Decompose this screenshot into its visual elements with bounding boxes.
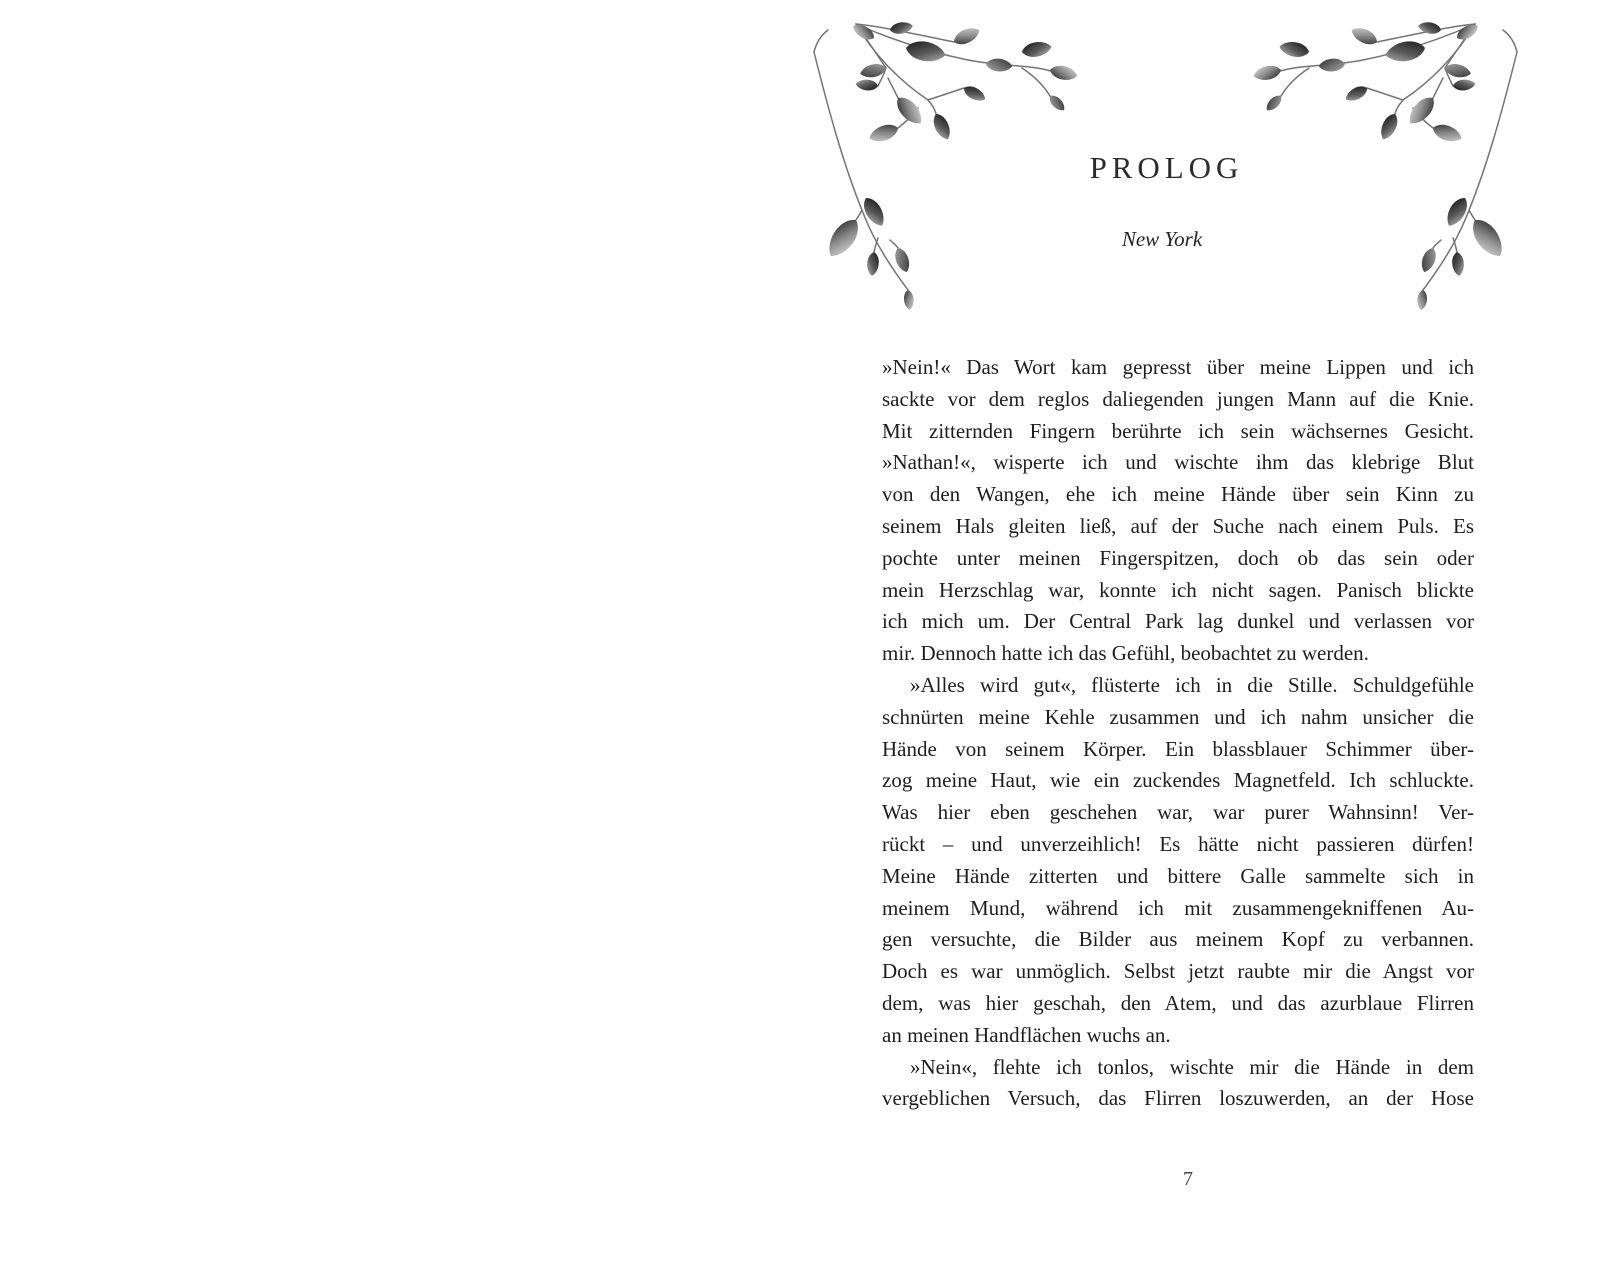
page-number: 7 (1183, 1168, 1193, 1190)
body-text-line: mein Herzschlag war, konnte ich nicht sagen. Panisch blickte (882, 577, 1474, 602)
body-text-line: an meinen Handflächen wuchs an. (882, 1022, 1171, 1047)
body-text-line: meinem Mund, während ich mit zusammengekniffenen Au- (882, 895, 1474, 920)
body-text-line: »Nathan!«, wisperte ich und wischte ihm das klebrige Blut (882, 450, 1474, 475)
body-text-line: Meine Hände zitterten und bittere Galle sammelte sich in (882, 863, 1474, 888)
body-text-line: schnürten meine Kehle zusammen und ich nahm unsicher die (882, 704, 1474, 729)
chapter-title: PROLOG (1089, 150, 1244, 185)
body-text-line: »Nein«, flehte ich tonlos, wischte mir die Hände in dem (910, 1054, 1474, 1079)
body-text-line: Mit zitternden Fingern berührte ich sein wächsernes Gesicht. (882, 418, 1474, 443)
body-text-line: vergeblichen Versuch, das Flirren loszuwerden, an der Hose (882, 1086, 1474, 1111)
body-text-line: rückt – und unverzeihlich! Es hätte nicht passieren dürfen! (882, 831, 1474, 856)
body-text-line: »Alles wird gut«, flüsterte ich in die Stille. Schuldgefühle (910, 672, 1474, 697)
body-text-line: zog meine Haut, wie ein zuckendes Magnetfeld. Ich schluckte. (882, 768, 1474, 793)
chapter-subtitle: New York (1121, 227, 1203, 251)
body-text (882, 352, 1474, 1115)
body-text-line: mir. Dennoch hatte ich das Gefühl, beobachtet zu werden. (882, 641, 1369, 666)
body-text-line: dem, was hier geschah, den Atem, und das azurblaue Flirren (882, 990, 1474, 1015)
body-text-line: Doch es war unmöglich. Selbst jetzt raubte mir die Angst vor (882, 959, 1474, 984)
leaf-branch-ornament-left-icon (778, 8, 1110, 320)
leaf-branch-ornament-right-icon (1221, 8, 1553, 320)
body-text-line: gen versuchte, die Bilder aus meinem Kopf zu verbannen. (882, 927, 1474, 952)
body-text-line: seinem Hals gleiten ließ, auf der Suche nach einem Puls. Es (882, 513, 1474, 538)
body-text-line: Was hier eben geschehen war, war purer Wahnsinn! Ver- (882, 800, 1474, 825)
body-text-line: Hände von seinem Körper. Ein blassblauer Schimmer über- (882, 736, 1474, 761)
body-text-line: pochte unter meinen Fingerspitzen, doch ob das sein oder (882, 545, 1474, 570)
body-text-line: ich mich um. Der Central Park lag dunkel und verlassen vor (882, 609, 1474, 634)
body-text-line: »Nein!« Das Wort kam gepresst über meine Lippen und ich (882, 355, 1474, 379)
body-text-line: von den Wangen, ehe ich meine Hände über sein Kinn zu (882, 482, 1474, 507)
body-text-line: sackte vor dem reglos daliegenden jungen Mann auf die Knie. (882, 386, 1474, 411)
